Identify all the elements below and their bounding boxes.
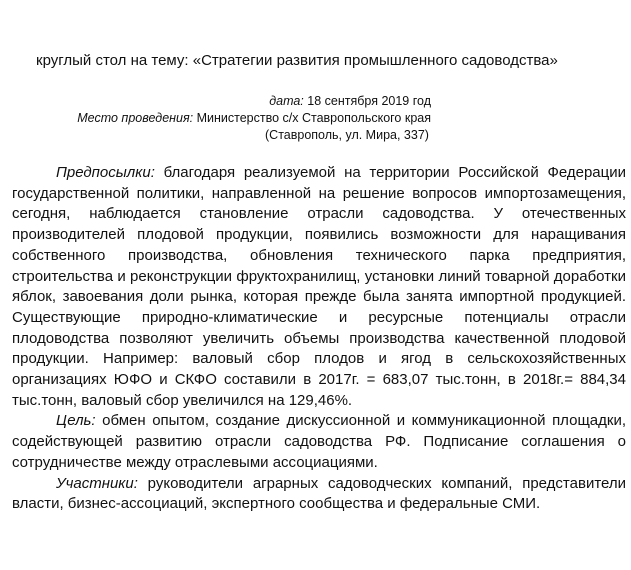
section-text: руководители аграрных садоводческих компаний, представители власти, бизнес-ассоциаций, экспертного сообщества и федеральные СМИ.: [12, 474, 627, 513]
document-body: [12, 163, 626, 515]
section-goal: [12, 411, 626, 473]
section-participants: [12, 474, 626, 515]
event-details: [11, 93, 431, 144]
section-heading: Участники:: [56, 474, 138, 492]
section-text: обмен опытом, создание дискуссионной и коммуникационной площадки, содействующей развитию отрасли садоводства РФ. Подписание соглашения о сотрудничестве между отраслевыми ассоциациями.: [12, 412, 626, 471]
section-prerequisites: [12, 163, 626, 411]
event-venue-line: [11, 110, 431, 127]
venue-label: Место проведения:: [77, 111, 194, 125]
section-heading: Предпосылки:: [56, 164, 155, 181]
event-address: (Ставрополь, ул. Мира, 337): [265, 128, 429, 142]
section-text: благодаря реализуемой на территории Российской Федерации государственной политики, направленной на решение вопросов импортозамещения, сегодня, наблюдается становление отрасли садоводства. У отечественных производителей плодовой продукции, появились возможности для наращивания собственного производства, обновления технического парка предприятия, строительства и реконструкции фруктохранилищ, установки линий товарной доработки яблок, завоевания доли рынка, которая прежде была занята импортной продукцией. Существующие природно-климатические и ресурсные потенциалы отрасли плодоводства позволяют увеличить объемы производства качественной плодовой продукции. Например: валовый сбор плодов и ягод в сельскохозяйственных организациях ЮФО и СКФО составили в 2017г. = 683,07 тыс.тонн, в 2018г.= 884,34 тыс.тонн, валовый сбор увеличился на 129,46%.: [12, 164, 626, 409]
document-title: круглый стол на тему: «Стратегии развития промышленного садоводства»: [36, 52, 558, 69]
date-label: дата:: [269, 94, 304, 108]
date-value: 18 сентября 2019 год: [307, 94, 431, 108]
section-heading: Цель:: [56, 412, 96, 430]
event-date-line: [11, 93, 431, 110]
venue-value: Министерство с/х Ставропольского края: [196, 111, 431, 125]
